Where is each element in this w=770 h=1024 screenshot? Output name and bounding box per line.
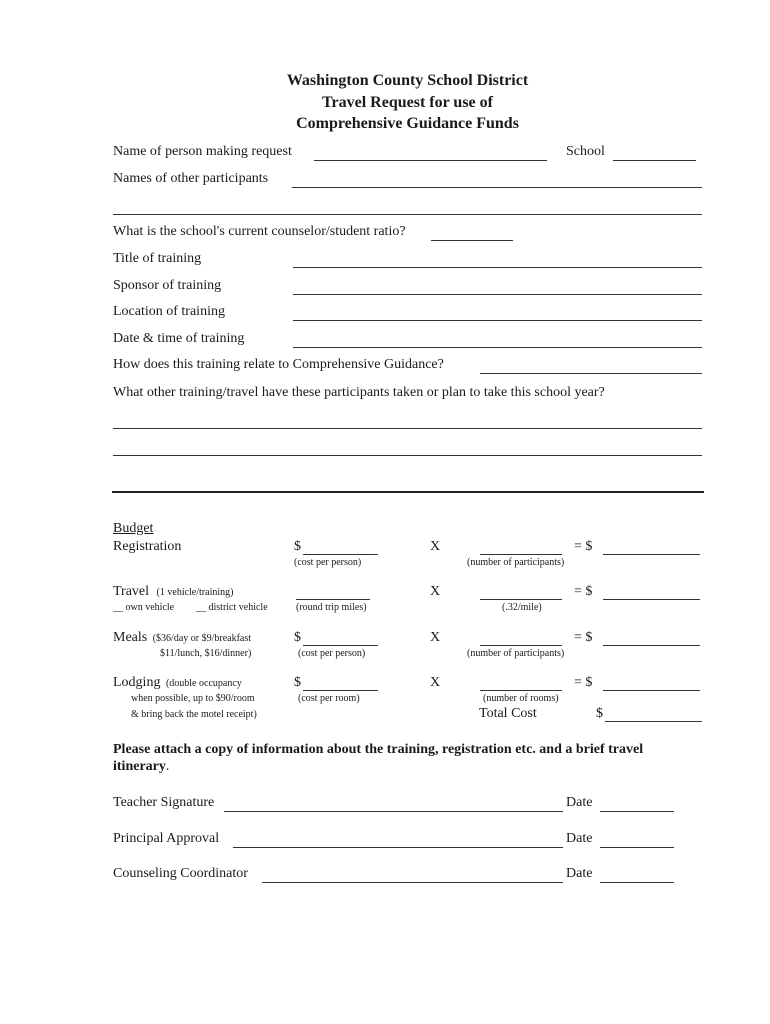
travel-equals: = $ [574, 584, 593, 599]
lodging-qty-field[interactable] [480, 690, 562, 691]
meals-sub2: $11/lunch, $16/dinner) [160, 648, 252, 659]
budget-heading: Budget [113, 521, 154, 536]
name-label: Name of person making request [113, 144, 292, 159]
meals-sub: ($36/day or $9/breakfast [152, 633, 252, 644]
meals-total-field[interactable] [603, 645, 700, 646]
meals-label [113, 630, 251, 646]
meals-times: X [430, 630, 441, 645]
location-field[interactable] [293, 320, 702, 321]
lodging-dollar: $ [294, 675, 301, 690]
travel-rate-field[interactable] [480, 599, 562, 600]
datetime-label: Date & time of training [113, 331, 245, 346]
total-cost-dollar: $ [596, 706, 603, 721]
attach-note-line2 [113, 759, 169, 775]
ratio-field[interactable] [431, 240, 513, 241]
attach-note: Please attach a copy of information about the training, registration etc. and a brief travel [113, 742, 644, 757]
sponsor-label: Sponsor of training [113, 278, 222, 293]
form-title-line3: Comprehensive Guidance Funds [296, 115, 519, 132]
principal-date-field[interactable] [600, 847, 674, 848]
principal-approval-label: Principal Approval [113, 831, 220, 846]
travel-option-district[interactable]: __ district vehicle [196, 602, 268, 613]
lodging-sub: (double occupancy [165, 678, 242, 689]
meals-equals: = $ [574, 630, 593, 645]
participants-label: Names of other participants [113, 171, 269, 186]
participants-field[interactable] [292, 187, 702, 188]
teacher-signature-field[interactable] [224, 811, 563, 812]
lodging-label [113, 675, 242, 691]
meals-cost-field[interactable] [303, 645, 378, 646]
registration-equals: = $ [574, 539, 593, 554]
relate-label: How does this training relate to Comprehensive Guidance? [113, 357, 444, 372]
lodging-sub3: & bring back the motel receipt) [131, 709, 257, 720]
travel-label [113, 584, 233, 600]
total-cost-label: Total Cost [479, 706, 537, 721]
section-divider [112, 491, 704, 493]
datetime-field[interactable] [293, 347, 702, 348]
attach-note-itinerary: itinerary [113, 759, 166, 774]
teacher-date-label: Date [566, 795, 593, 810]
meals-dollar: $ [294, 630, 301, 645]
principal-approval-field[interactable] [233, 847, 563, 848]
registration-label: Registration [113, 539, 182, 554]
travel-miles-field[interactable] [296, 599, 370, 600]
lodging-qty-unit: (number of rooms) [483, 693, 559, 704]
title-label: Title of training [113, 251, 202, 266]
registration-total-field[interactable] [603, 554, 700, 555]
teacher-date-field[interactable] [600, 811, 674, 812]
teacher-signature-label: Teacher Signature [113, 795, 215, 810]
registration-qty-field[interactable] [480, 554, 562, 555]
travel-label-text: Travel [113, 584, 150, 599]
travel-times: X [430, 584, 441, 599]
travel-total-field[interactable] [603, 599, 700, 600]
coordinator-date-field[interactable] [600, 882, 674, 883]
registration-cost-field[interactable] [303, 554, 378, 555]
other-training-field-line2[interactable] [113, 455, 702, 456]
lodging-total-field[interactable] [603, 690, 700, 691]
meals-qty-unit: (number of participants) [467, 648, 565, 659]
meals-label-text: Meals [113, 630, 148, 645]
travel-sub: (1 vehicle/training) [156, 587, 234, 598]
lodging-label-text: Lodging [113, 675, 161, 690]
form-title-line2: Travel Request for use of [322, 94, 493, 111]
meals-unit: (cost per person) [298, 648, 366, 659]
travel-unit: (round trip miles) [296, 602, 367, 613]
sponsor-field[interactable] [293, 294, 702, 295]
name-field[interactable] [314, 160, 547, 161]
meals-qty-field[interactable] [480, 645, 562, 646]
registration-qty-unit: (number of participants) [467, 557, 565, 568]
registration-unit: (cost per person) [294, 557, 362, 568]
school-label: School [566, 144, 605, 159]
lodging-sub2: when possible, up to $90/room [131, 693, 255, 704]
counseling-coordinator-field[interactable] [262, 882, 563, 883]
relate-field[interactable] [480, 373, 702, 374]
other-training-field-line1[interactable] [113, 428, 702, 429]
total-cost-field[interactable] [605, 721, 702, 722]
ratio-label: What is the school's current counselor/student ratio? [113, 224, 406, 239]
location-label: Location of training [113, 304, 225, 319]
registration-dollar: $ [294, 539, 301, 554]
lodging-cost-field[interactable] [303, 690, 378, 691]
lodging-equals: = $ [574, 675, 593, 690]
lodging-times: X [430, 675, 441, 690]
registration-times: X [430, 539, 441, 554]
title-field[interactable] [293, 267, 702, 268]
form-title-line1: Washington County School District [286, 72, 529, 89]
school-field[interactable] [613, 160, 696, 161]
counseling-coordinator-label: Counseling Coordinator [113, 866, 248, 881]
attach-note-period: . [165, 759, 170, 774]
other-training-label: What other training/travel have these participants taken or plan to take this school year? [113, 385, 605, 400]
lodging-unit: (cost per room) [298, 693, 360, 704]
coordinator-date-label: Date [566, 866, 593, 881]
participants-field-line2[interactable] [113, 214, 702, 215]
travel-option-own[interactable]: __ own vehicle [113, 602, 175, 613]
travel-qty-unit: (.32/mile) [502, 602, 542, 613]
principal-date-label: Date [566, 831, 593, 846]
